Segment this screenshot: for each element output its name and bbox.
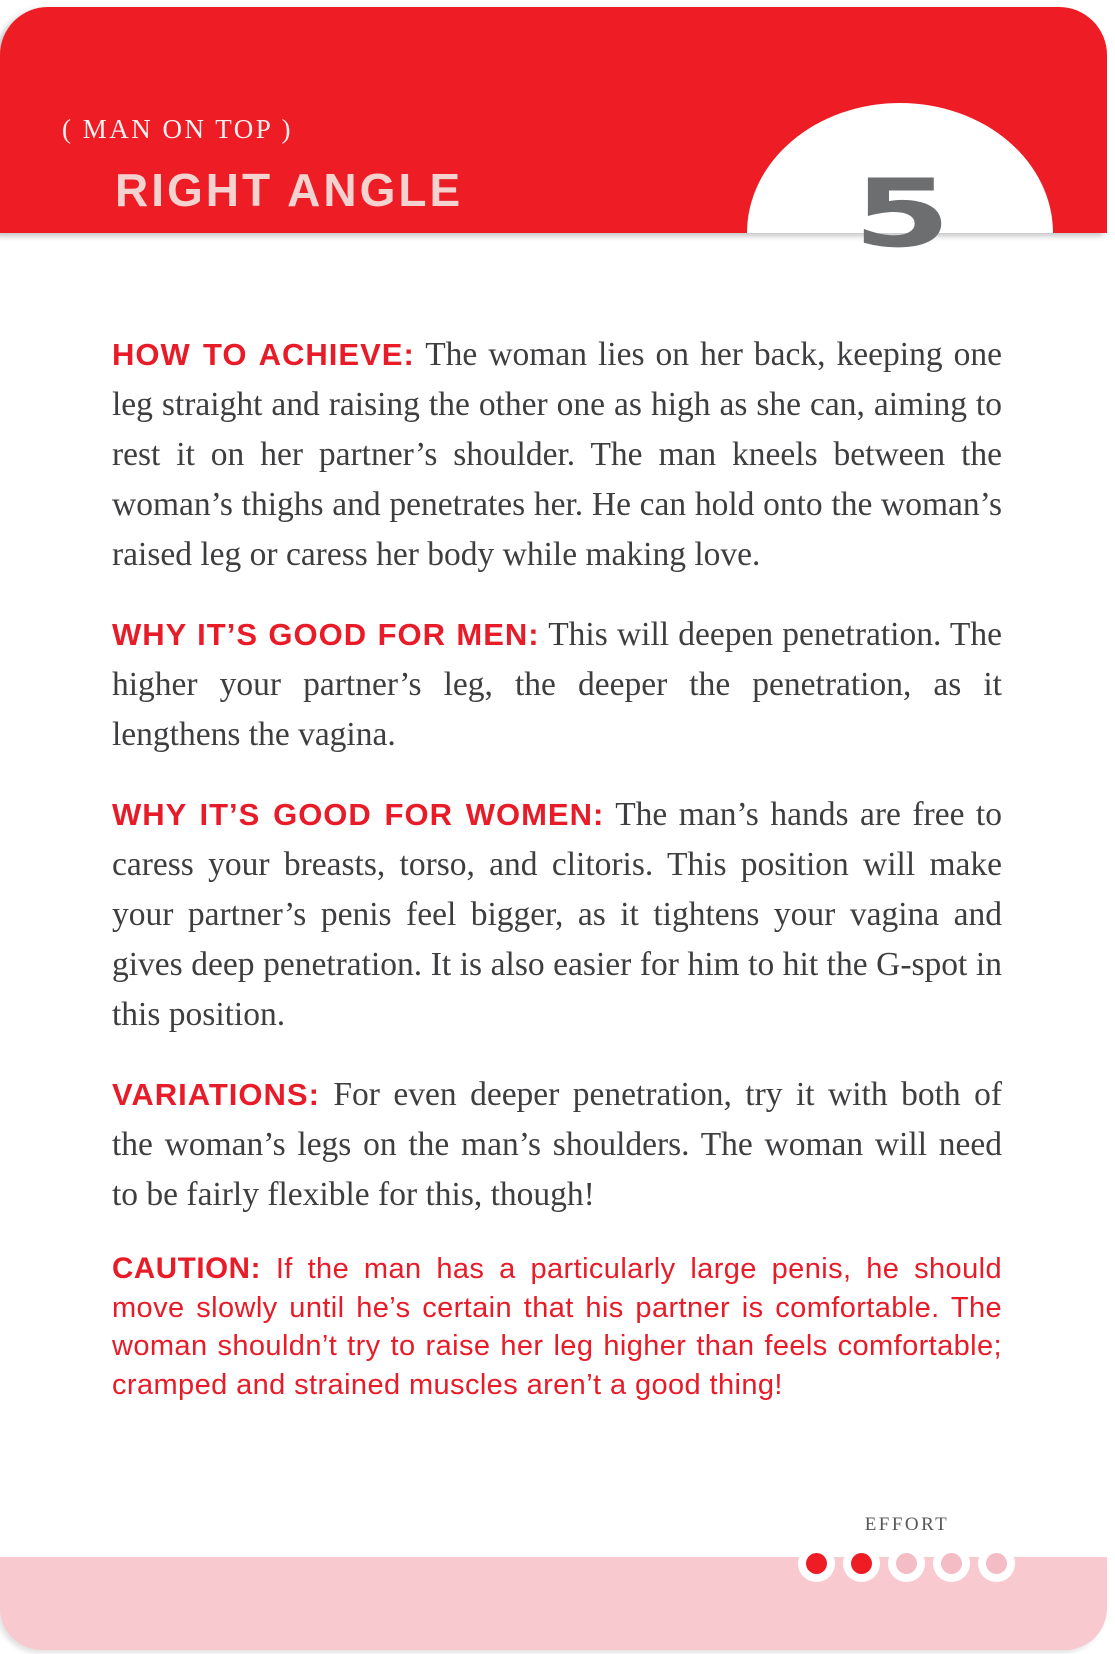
section-variations [112,1070,1002,1220]
section-label: CAUTION: [112,1252,262,1285]
card-number: 5 [852,160,952,269]
section-label: VARIATIONS: [112,1077,320,1112]
section-text: The man’s hands are free to caress your breasts, torso, and clitoris. This position will make your partner’s penis feel bigger, as it tightens your vagina and gives deep penetration. It is also easier for him to hit the G-spot in this position. [112,796,1002,1033]
card-body [112,330,1002,1404]
section-label: WHY IT’S GOOD FOR WOMEN: [112,797,605,832]
position-title: RIGHT ANGLE [115,164,464,216]
section-label: HOW TO ACHIEVE: [112,337,415,372]
effort-dot-slot [843,1545,880,1582]
section-how-to-achieve [112,330,1002,580]
effort-dot-slot [933,1545,970,1582]
section-caution [112,1250,1002,1404]
effort-dot [851,1553,872,1574]
section-text: This will deepen penetration. The higher your partner’s leg, the deeper the penetration, as it lengthens the vagina. [112,616,1002,753]
section-text: If the man has a particularly large penis, he should move slowly until he’s certain that his partner is comfortable. The woman shouldn’t try to raise her leg higher than feels comfortable; cramped and strained muscles aren’t a good thing! [112,1253,1002,1401]
effort-dot [986,1553,1007,1574]
effort-dot [896,1553,917,1574]
effort-label: EFFORT [864,1514,950,1535]
section-text: For even deeper penetration, try it with both of the woman’s legs on the man’s shoulders. The woman will need to be fairly flexible for this, though! [112,1076,1003,1213]
effort-dot-slot [888,1545,925,1582]
section-good-for-men [112,610,1002,760]
section-label: WHY IT’S GOOD FOR MEN: [112,617,540,652]
section-good-for-women [112,790,1002,1040]
effort-dot-slot [798,1545,835,1582]
effort-dot-slot [978,1545,1015,1582]
section-text: The woman lies on her back, keeping one leg straight and raising the other one as high as she can, aiming to rest it on her partner’s shoulder. The man kneels between the woman’s thighs and penetrates her. He can hold onto the woman’s raised leg or caress her body while making love. [112,336,1002,573]
category-label: ( MAN ON TOP ) [62,114,294,144]
effort-dot [941,1553,962,1574]
effort-dot [806,1553,827,1574]
